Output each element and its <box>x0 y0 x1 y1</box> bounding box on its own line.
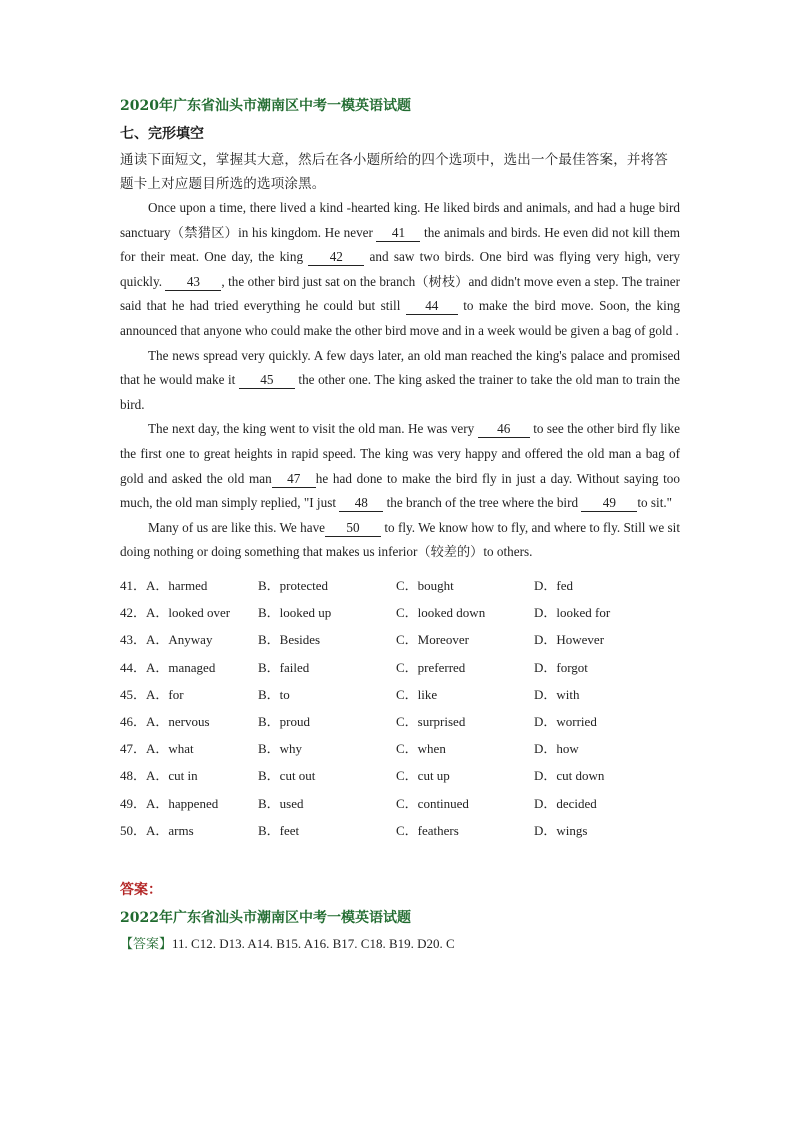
section-heading: 七、完形填空 <box>120 126 204 142</box>
option-c: C．when <box>396 741 446 757</box>
option-a <box>120 765 258 784</box>
option-c: C．looked down <box>396 605 486 621</box>
option-a-text: A．cut in <box>146 768 198 784</box>
option-b: B．cut out <box>258 768 316 784</box>
option-c: C．surprised <box>396 713 466 729</box>
option-row-50 <box>120 816 680 843</box>
option-c: C．continued <box>396 795 469 811</box>
option-b: B．Besides <box>258 632 321 648</box>
passage-text: and saw two birds. One bird was flying very high, very quickly. <box>120 249 680 289</box>
option-a-text: A．nervous <box>146 713 210 729</box>
passage-text: to fly. We know how to fly, and where to fly. Still we sit doing nothing or doing something that makes us inferior（较差的）to others. <box>120 519 680 560</box>
option-d: D．forgot <box>534 659 588 675</box>
blank-45: 45 <box>239 372 295 389</box>
blank-47: 47 <box>272 471 316 488</box>
passage-paragraph-2 <box>120 344 680 418</box>
answer-label: 答案： <box>120 881 162 898</box>
option-row-42 <box>120 598 680 625</box>
passage-text: the animals and birds. He even did not kill them for their meat. One day, the king <box>120 224 680 265</box>
answer-title: 2022年广东省汕头市潮南区中考一模英语试题 <box>120 909 411 926</box>
option-a-text: A．harmed <box>146 578 208 593</box>
option-row-46 <box>120 707 680 734</box>
option-b: B．looked up <box>258 605 332 621</box>
passage-paragraph-4 <box>120 516 680 565</box>
options-list <box>120 571 680 843</box>
option-b: B．why <box>258 741 303 757</box>
option-a-text: A．managed <box>146 659 216 675</box>
option-c: C．preferred <box>396 659 466 675</box>
option-row-49 <box>120 788 680 815</box>
option-a-text: A．looked over <box>146 605 231 621</box>
question-number: 48． <box>120 768 147 784</box>
passage-paragraph-3 <box>120 417 680 515</box>
passage-text: The news spread very quickly. A few days later, an old man reached the king's palace and promised that he would make it <box>120 347 680 388</box>
passage-text: he had done to make the bird fly in just a day. Without saying too much, the old man simply replied, "I just <box>120 470 680 511</box>
question-number: 41． <box>120 578 147 593</box>
option-a-text: A．for <box>146 686 184 702</box>
question-number: 45． <box>120 686 147 702</box>
option-a <box>120 793 258 812</box>
option-c: C．like <box>396 686 438 702</box>
option-a-text: A．what <box>146 741 194 757</box>
exam-title: 2020年广东省汕头市潮南区中考一模英语试题 <box>120 98 411 114</box>
option-d: D．decided <box>534 795 597 811</box>
option-b: B．proud <box>258 713 311 729</box>
option-row-47 <box>120 734 680 761</box>
question-number: 49． <box>120 795 147 811</box>
option-d: D．with <box>534 686 580 702</box>
question-number: 42． <box>120 605 147 621</box>
option-a <box>120 629 258 648</box>
passage-text: the branch of the tree where the bird <box>383 495 582 511</box>
option-d: D．However <box>534 632 605 648</box>
option-d: D．how <box>534 741 579 757</box>
option-a <box>120 711 258 730</box>
passage-text: , the other bird just sat on the branch（树枝）and didn't move even a step. The trainer said that he had tried everything he could but still <box>120 273 681 314</box>
passage-text: to sit." <box>637 495 673 511</box>
question-number: 47． <box>120 741 147 757</box>
option-a-text: A．arms <box>146 822 194 838</box>
option-c: C．Moreover <box>396 632 469 648</box>
blank-44: 44 <box>406 298 458 315</box>
answer-line <box>120 933 680 956</box>
option-row-48 <box>120 761 680 788</box>
option-b: B．used <box>258 795 304 811</box>
option-a <box>120 820 258 839</box>
passage-text: to make the bird move. Soon, the king announced that anyone who could make the other bird move and in a week would be given a bag of gold . <box>120 298 681 338</box>
exam-page <box>120 96 680 956</box>
passage-text: Many of us are like this. We have <box>148 519 326 535</box>
option-a-text: A．Anyway <box>146 632 213 648</box>
option-b: B．protected <box>258 578 329 593</box>
passage-text: Once upon a time, there lived a kind -hearted king. He liked birds and animals, and had a huge bird sanctuary（禁猎区）in his kingdom. He never <box>120 200 680 240</box>
option-row-41 <box>120 571 680 598</box>
question-number: 46． <box>120 713 147 729</box>
question-number: 43． <box>120 632 147 648</box>
option-a <box>120 602 258 621</box>
option-d: D．cut down <box>534 768 605 784</box>
answer-tag: 【答案】 <box>120 936 173 952</box>
option-row-43 <box>120 625 680 652</box>
answer-text: 11. C12. D13. A14. B15. A16. B17. C18. B19. D20. C <box>172 935 455 951</box>
option-a <box>120 738 258 757</box>
option-a <box>120 684 258 703</box>
passage-text: The next day, the king went to visit the old man. He was very <box>148 421 478 437</box>
option-d: D．fed <box>534 578 573 593</box>
blank-48: 48 <box>339 495 383 512</box>
option-d: D．looked for <box>534 605 611 621</box>
option-a <box>120 575 258 594</box>
option-b: B．failed <box>258 659 310 675</box>
option-b: B．to <box>258 686 290 702</box>
option-row-45 <box>120 680 680 707</box>
passage-text: the other one. The king asked the trainer to take the old man to train the bird. <box>120 372 680 412</box>
option-d: D．worried <box>534 713 597 729</box>
option-c: C．cut up <box>396 768 450 784</box>
option-c: C．feathers <box>396 822 459 838</box>
blank-43: 43 <box>165 274 221 291</box>
blank-49: 49 <box>581 495 637 512</box>
option-row-44 <box>120 652 680 679</box>
option-c: C．bought <box>396 578 454 593</box>
blank-42: 42 <box>308 249 364 266</box>
passage-paragraph-1 <box>120 196 680 344</box>
question-number: 50． <box>120 822 147 838</box>
option-a <box>120 657 258 676</box>
instructions: 通读下面短文，掌握其大意，然后在各小题所给的四个选项中，选出一个最佳答案，并将答题卡上对应题目所选的选项涂黑。 <box>120 152 668 192</box>
option-b: B．feet <box>258 822 300 838</box>
blank-46: 46 <box>478 421 530 438</box>
blank-41: 41 <box>376 225 420 242</box>
blank-50: 50 <box>325 520 381 537</box>
question-number: 44． <box>120 659 147 675</box>
option-d: D．wings <box>534 822 588 838</box>
option-a-text: A．happened <box>146 795 219 811</box>
passage-text: to see the other bird fly like the first one to great heights in rapid speed. The king was very happy and offered the old man a bag of gold and asked the old man <box>120 421 680 486</box>
